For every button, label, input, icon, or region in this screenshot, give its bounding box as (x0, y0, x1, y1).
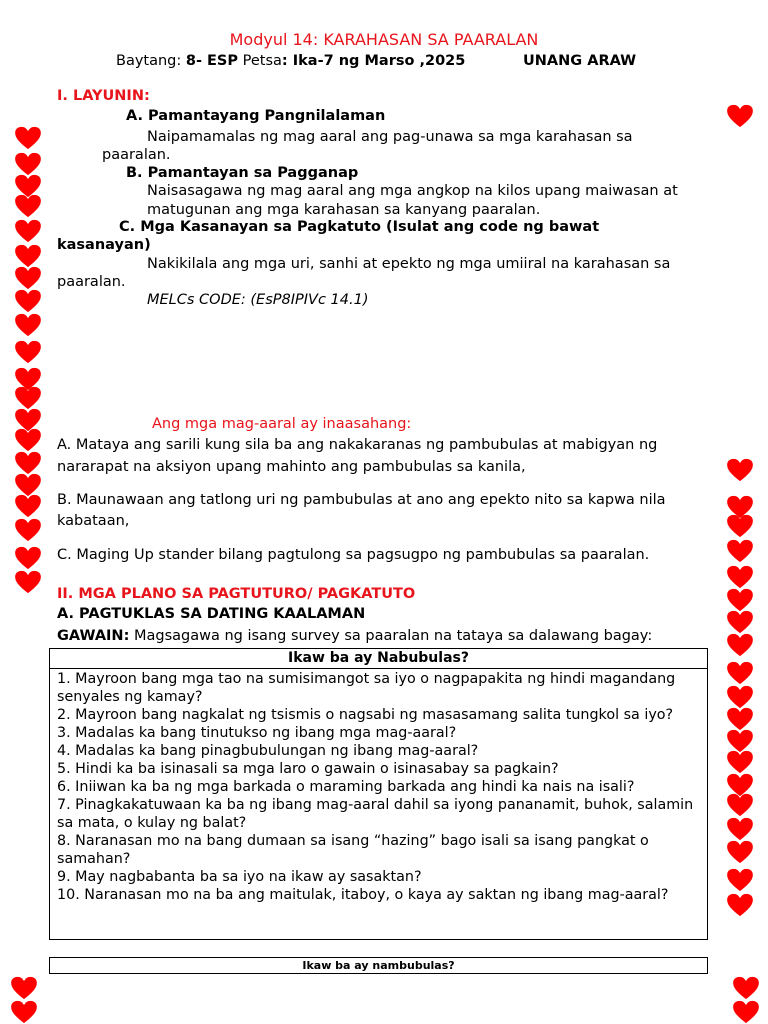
survey-nabubulas-table (49, 648, 708, 940)
heart-icon (13, 313, 43, 337)
heart-icon (725, 539, 755, 563)
heart-icon (725, 793, 755, 817)
gawain-label: GAWAIN: (57, 628, 130, 644)
list-item: 3. Madalas ka bang tinutukso ng ibang mga mag-aaral? (57, 725, 457, 741)
heart-icon (725, 893, 755, 917)
baytang-value: 8- ESP (185, 53, 239, 69)
list-item: 8. Naranasan mo na bang dumaan sa isang “hazing” bago isali sa isang pangkat o samahan? (57, 833, 649, 867)
layunin-b-title: B. Pamantayan sa Pagganap (126, 165, 359, 181)
heart-icon (13, 126, 43, 150)
heart-icon (13, 451, 43, 475)
inaasahan-a-line1: A. Mataya ang sarili kung sila ba ang nakakaranas ng pambubulas at mabigyan ng (57, 437, 658, 453)
layunin-c-title2: kasanayan) (57, 237, 151, 253)
list-item: 2. Mayroon bang nagkalat ng tsismis o nagsabi ng masasamang salita tungkol sa iyo? (57, 707, 674, 723)
survey-nambubulas-title: Ikaw ba ay nambubulas? (302, 959, 455, 972)
survey-nabubulas-title: Ikaw ba ay Nabubulas? (50, 649, 707, 669)
plano-sub: A. PAGTUKLAS SA DATING KAALAMAN (57, 606, 366, 622)
layunin-c-line1: Nakikilala ang mga uri, sanhi at epekto ng mga umiiral na karahasan sa (147, 256, 671, 272)
heart-icon (13, 518, 43, 542)
heart-icon (725, 661, 755, 685)
heart-icon (725, 817, 755, 841)
heart-icon (731, 976, 761, 1000)
list-item: 5. Hindi ka ba isinasali sa mga laro o gawain o isinasabay sa pagkain? (57, 761, 559, 777)
heart-icon (13, 219, 43, 243)
survey-nabubulas-list (50, 669, 707, 905)
heart-icon (725, 514, 755, 538)
heart-icon (13, 570, 43, 594)
heart-icon (13, 494, 43, 518)
heart-icon (725, 610, 755, 634)
list-item: 9. May nagbabanta ba sa iyo na ikaw ay sasaktan? (57, 869, 422, 885)
plano-heading: II. MGA PLANO SA PAGTUTURO/ PAGKATUTO (57, 586, 416, 602)
layunin-b-line2: matugunan ang mga karahasan sa kanyang paaralan. (147, 202, 541, 218)
heart-icon (725, 750, 755, 774)
gawain-line (57, 628, 652, 644)
petsa-label: Petsa (242, 53, 282, 69)
inaasahan-heading: Ang mga mag-aaral ay inaasahang: (152, 416, 412, 432)
heart-icon (725, 565, 755, 589)
list-item: 1. Mayroon bang mga tao na sumisimangot sa iyo o nagpapakita ng hindi magandang senyales ng kamay? (57, 671, 676, 705)
day-label: UNANG ARAW (523, 53, 637, 69)
heart-icon (13, 340, 43, 364)
heart-icon (13, 428, 43, 452)
layunin-heading: I. LAYUNIN: (57, 88, 150, 104)
baytang-label: Baytang: (116, 53, 182, 69)
heart-icon (725, 840, 755, 864)
heart-icon (13, 386, 43, 410)
heart-icon (13, 289, 43, 313)
survey-nambubulas-table (49, 957, 708, 974)
inaasahan-c-line: C. Maging Up stander bilang pagtulong sa pagsugpo ng pambubulas sa paaralan. (57, 547, 650, 563)
header-subline (116, 53, 465, 69)
heart-icon (13, 266, 43, 290)
melcs-code: MELCs CODE: (EsP8IPIVc 14.1) (147, 292, 369, 308)
layunin-b-line1: Naisasagawa ng mag aaral ang mga angkop na kilos upang maiwasan at (147, 183, 678, 199)
heart-icon (13, 244, 43, 268)
inaasahan-b-line2: kabataan, (57, 513, 130, 529)
heart-icon (725, 685, 755, 709)
layunin-c-line2: paaralan. (57, 274, 126, 290)
heart-icon (725, 707, 755, 731)
heart-icon (13, 152, 43, 176)
list-item: 4. Madalas ka bang pinagbubulungan ng ibang mag-aaral? (57, 743, 479, 759)
heart-icon (725, 588, 755, 612)
module-title: Modyul 14: KARAHASAN SA PAARALAN (229, 30, 539, 49)
heart-icon (13, 194, 43, 218)
heart-icon (9, 1000, 39, 1024)
heart-icon (731, 1000, 761, 1024)
layunin-a-line1: Naipamamalas ng mag aaral ang pag-unawa sa mga karahasan sa (147, 129, 633, 145)
layunin-c-title1: C. Mga Kasanayan sa Pagkatuto (Isulat ang code ng bawat (119, 219, 600, 235)
petsa-value: : Ika-7 ng Marso ,2025 (281, 53, 466, 69)
inaasahan-a-line2: nararapat na aksiyon upang mahinto ang pambubulas sa kanila, (57, 459, 526, 475)
list-item: 6. Iniiwan ka ba ng mga barkada o maraming barkada ang hindi ka nais na isali? (57, 779, 635, 795)
list-item: 7. Pinagkakatuwaan ka ba ng ibang mag-aaral dahil sa iyong pananamit, buhok, salamin sa mata, o kulay ng balat? (57, 797, 694, 831)
layunin-a-title: A. Pamantayang Pangnilalaman (126, 108, 386, 124)
heart-icon (9, 976, 39, 1000)
inaasahan-b-line1: B. Maunawaan ang tatlong uri ng pambubulas at ano ang epekto nito sa kapwa nila (57, 492, 666, 508)
layunin-a-line2: paaralan. (102, 147, 171, 163)
heart-icon (725, 633, 755, 657)
gawain-text: Magsagawa ng isang survey sa paaralan na tataya sa dalawang bagay: (129, 628, 653, 644)
heart-icon (725, 458, 755, 482)
heart-icon (13, 546, 43, 570)
list-item: 10. Naranasan mo na ba ang maitulak, itaboy, o kaya ay saktan ng ibang mag-aaral? (57, 887, 669, 903)
heart-icon (725, 104, 755, 128)
heart-icon (725, 868, 755, 892)
